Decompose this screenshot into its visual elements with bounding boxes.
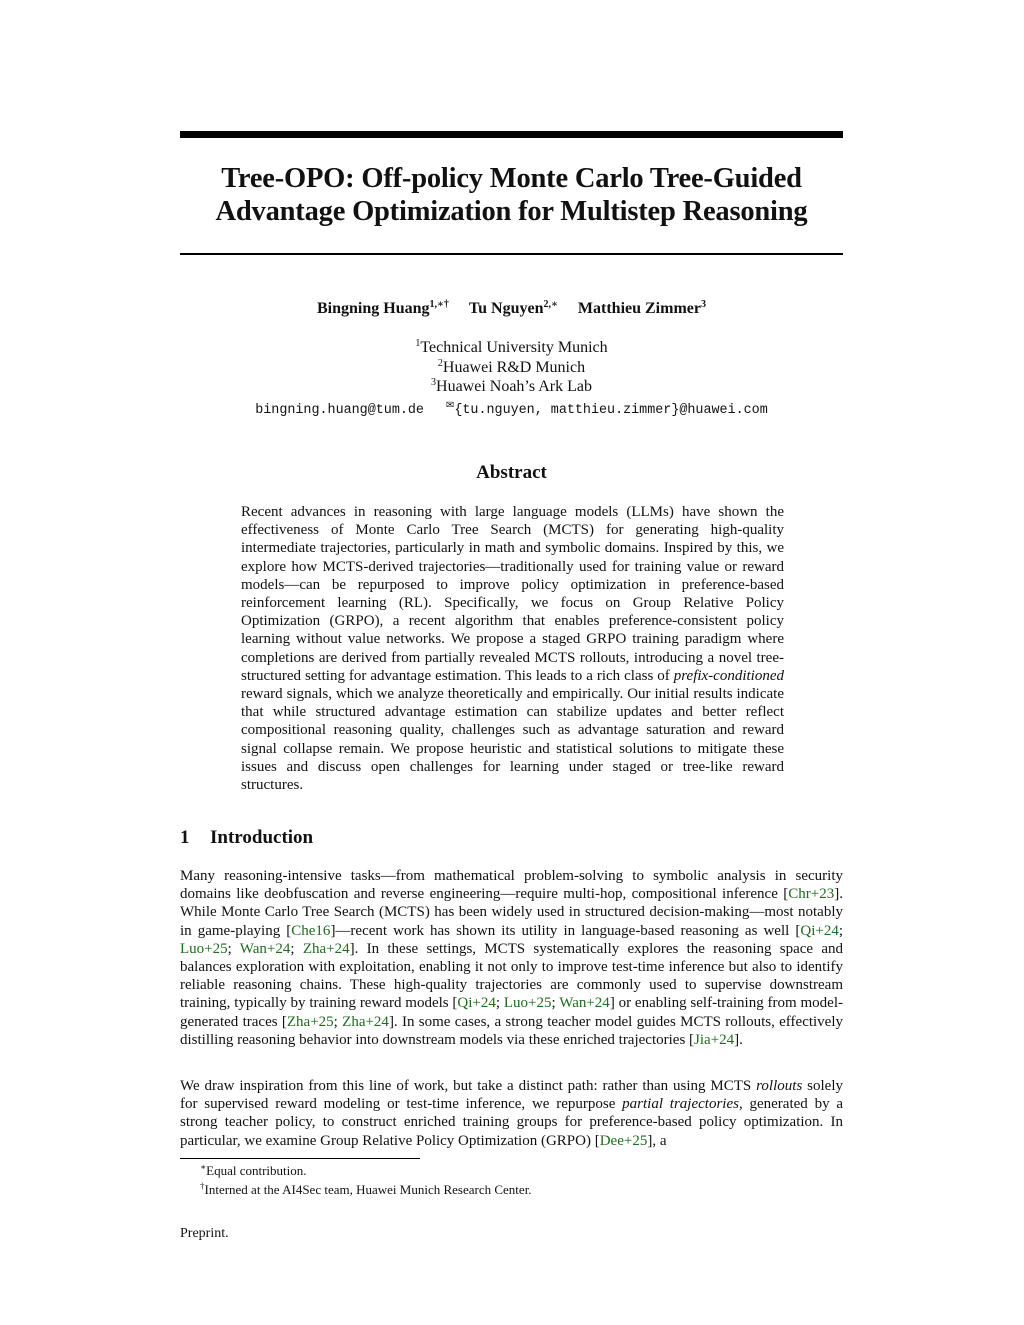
citation-link[interactable]: Luo+25: [180, 940, 228, 957]
mail-icon: ✉: [445, 400, 455, 411]
citation-link[interactable]: Zha+24: [342, 1013, 389, 1030]
footer-preprint: Preprint.: [180, 1226, 229, 1241]
author-name: Bingning Huang: [317, 300, 430, 317]
section-number: 1: [180, 827, 190, 848]
paper-title: [180, 162, 843, 228]
abstract-text: [241, 503, 784, 794]
abstract-emphasis: prefix-conditioned: [673, 667, 784, 684]
section-heading: [180, 826, 313, 850]
author-list: [180, 299, 843, 319]
paragraph-text: solely for supervised reward modeling or test-time inference, we repurpose: [180, 1078, 843, 1113]
intro-paragraph-1: [180, 867, 843, 1049]
paragraph-text: ;: [227, 940, 240, 957]
email-second[interactable]: {tu.nguyen, matthieu.zimmer}@huawei.com: [454, 403, 768, 418]
author-marks: 2,∗: [543, 299, 558, 310]
paragraph-text: ] or enabling self-training from model-generated traces [: [180, 995, 843, 1030]
footnote: [180, 1161, 532, 1180]
affiliation-name: Technical University Munich: [420, 339, 608, 356]
footnote-mark: ∗: [200, 1162, 207, 1172]
affiliation-name: Huawei Noah’s Ark Lab: [436, 378, 592, 395]
author: [578, 300, 706, 317]
paragraph-text: ;: [551, 995, 560, 1012]
title-bottom-rule: [180, 253, 843, 255]
footnotes: [180, 1161, 532, 1199]
affiliation: [180, 377, 843, 397]
citation-link[interactable]: Luo+25: [503, 995, 552, 1012]
citation-link[interactable]: Qi+24: [800, 922, 839, 939]
emphasis-text: rollouts: [756, 1078, 803, 1094]
abstract-text-part: reward signals, which we analyze theoretically and empirically. Our initial results indicate that while structured advantage estimation can stabilize updates and better reflect compositional reasoning quality, challenges such as advantage saturation and reward signal collapse remain. We propose heuristic and statistical solutions to mitigate these issues and discuss open challenges for learning under staged or tree-like reward structures.: [241, 686, 784, 794]
footnote-rule: [180, 1158, 420, 1159]
author-marks: 3: [700, 299, 706, 310]
citation-link[interactable]: Che16: [291, 922, 331, 939]
paragraph-text: ;: [495, 995, 504, 1012]
footnote-mark: †: [200, 1181, 205, 1191]
affiliation: [180, 358, 843, 378]
citation-link[interactable]: Zha+24: [302, 940, 350, 957]
abstract-text-part: Recent advances in reasoning with large language models (LLMs) have shown the effectiveness of Monte Carlo Tree Search (MCTS) for generating high-quality intermediate trajectories, particularly in math and symbolic domains. Inspired by this, we explore how MCTS-derived trajectories—traditionally used for training value or reward models—can be repurposed to improve policy optimization in preference-based reinforcement learning (RL). Specifically, we focus on Group Relative Policy Optimization (GRPO), a recent algorithm that enables preference-consistent policy learning without value networks. We propose a staged GRPO training paradigm where completions are derived from partially revealed MCTS rollouts, introducing a novel tree-structured setting for advantage estimation. This leads to a rich class of: [241, 504, 784, 684]
paragraph-text: Many reasoning-intensive tasks—from mathematical problem-solving to symbolic analysis in security domains like deobfuscation and reverse engineering—require multi-hop, compositional inference [: [180, 868, 843, 903]
author-name: Tu Nguyen: [468, 300, 544, 317]
paragraph-text: ]. In some cases, a strong teacher model guides MCTS rollouts, effectively distilling reasoning behavior into downstream models via these enriched trajectories [: [180, 1013, 844, 1048]
emphasis-text: partial trajectories: [622, 1096, 739, 1113]
abstract-heading: Abstract: [476, 462, 547, 483]
paragraph-text: ]. While Monte Carlo Tree Search (MCTS) has been widely used in structured decision-making—most notably in game-playing [: [180, 886, 843, 939]
author-marks: 1,∗†: [429, 299, 449, 310]
citation-link[interactable]: Chr+23: [788, 886, 835, 903]
author: [317, 300, 449, 317]
intro-paragraph-2: [180, 1077, 843, 1150]
footnote: [180, 1180, 532, 1199]
affiliation: [180, 338, 843, 358]
paragraph-text: ]. In these settings, MCTS systematically explores the reasoning space and balances exploration with exploitation, enabling it not only to improve test-time inference but also to identify reliable reasoning chains. These high-quality trajectories are commonly used to supervise downstream training, typically by training reward models [: [180, 940, 843, 1012]
paragraph-text: ], a: [647, 1132, 667, 1149]
citation-link[interactable]: Wan+24: [239, 940, 291, 957]
affiliation-name: Huawei R&D Munich: [442, 358, 586, 376]
paragraph-text: ]—recent work has shown its utility in language-based reasoning as well [: [330, 922, 801, 939]
author-name: Matthieu Zimmer: [577, 300, 701, 317]
citation-link[interactable]: Wan+24: [559, 995, 610, 1012]
footnote-text: Equal contribution.: [206, 1163, 307, 1178]
citation-link[interactable]: Zha+25: [286, 1013, 334, 1030]
email-first[interactable]: bingning.huang@tum.de: [255, 403, 424, 418]
affiliation-number: 1: [415, 338, 421, 349]
email-line: [180, 396, 843, 421]
affiliation-list: [180, 338, 843, 397]
affiliation-number: 2: [437, 357, 443, 369]
title-line-2: Advantage Optimization for Multistep Reasoning: [215, 196, 808, 227]
footnote-text: Interned at the AI4Sec team, Huawei Munich Research Center.: [204, 1182, 532, 1197]
paragraph-text: ].: [734, 1031, 743, 1048]
paragraph-text: , generated by a strong teacher policy, to construct enriched training groups for preference-based policy optimization. In particular, we examine Group Relative Policy Optimization (GRPO) [: [180, 1096, 844, 1149]
citation-link[interactable]: Qi+24: [457, 995, 496, 1012]
author: [469, 300, 558, 317]
title-top-rule: [180, 131, 843, 138]
section-title: Introduction: [210, 827, 314, 848]
paragraph-text: ;: [290, 940, 303, 957]
citation-link[interactable]: Dee+25: [599, 1132, 648, 1149]
paragraph-text: ;: [333, 1013, 343, 1030]
citation-link[interactable]: Jia+24: [694, 1031, 735, 1048]
paragraph-text: ;: [838, 922, 843, 939]
affiliation-number: 3: [431, 377, 437, 388]
title-line-1: Tree-OPO: Off-policy Monte Carlo Tree-Guided: [221, 163, 802, 194]
paragraph-text: We draw inspiration from this line of work, but take a distinct path: rather than using MCTS: [180, 1078, 757, 1094]
